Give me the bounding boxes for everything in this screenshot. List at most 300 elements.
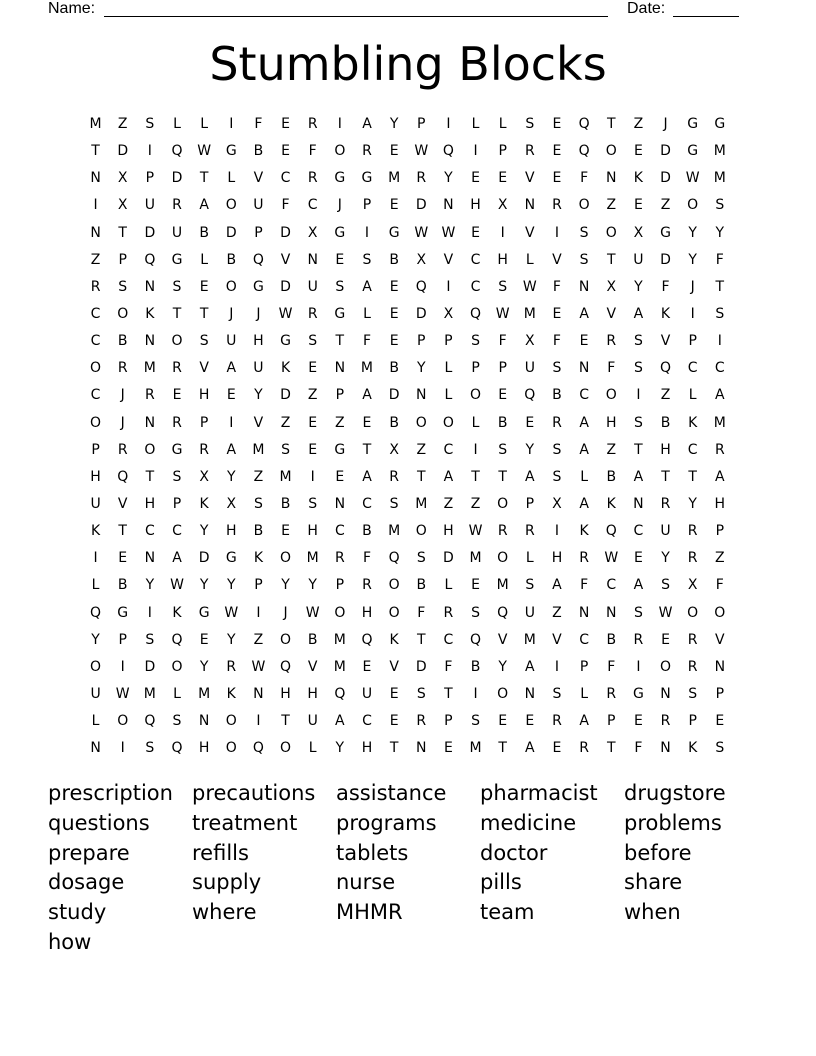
grid-letter: O <box>388 577 400 594</box>
grid-letter: M <box>89 116 102 132</box>
grid-letter: L <box>525 251 534 268</box>
grid-letter: Y <box>498 658 507 675</box>
grid-letter: L <box>444 387 453 404</box>
grid-letter: L <box>308 740 317 757</box>
grid-letter: I <box>554 523 560 540</box>
grid-letter: E <box>661 631 670 648</box>
grid-letter: V <box>389 658 399 675</box>
grid-letter: O <box>660 658 672 675</box>
grid-letter: G <box>714 116 726 132</box>
grid-letter: E <box>525 713 535 730</box>
grid-letter: N <box>144 278 156 295</box>
grid-letter: V <box>307 658 318 675</box>
grid-letter: I <box>229 414 234 431</box>
word-bank-item: share <box>624 870 683 895</box>
grid-letter: Y <box>715 224 725 241</box>
grid-letter: S <box>579 224 589 241</box>
grid-letter: I <box>147 143 152 160</box>
grid-letter: N <box>334 495 346 512</box>
grid-letter: Q <box>361 631 373 648</box>
grid-letter: B <box>253 143 264 160</box>
grid-letter: M <box>143 685 156 702</box>
grid-letter: P <box>715 523 725 540</box>
grid-letter: R <box>362 143 372 160</box>
grid-letter: J <box>663 116 668 132</box>
grid-letter: Z <box>660 197 671 214</box>
grid-letter: H <box>253 333 264 350</box>
grid-letter: A <box>362 278 372 295</box>
grid-letter: F <box>498 333 507 350</box>
grid-letter: X <box>226 495 237 512</box>
grid-letter: R <box>714 441 725 458</box>
grid-letter: J <box>229 305 234 322</box>
grid-letter: P <box>417 333 426 350</box>
grid-letter: G <box>334 305 346 322</box>
grid-letter: N <box>606 604 617 621</box>
grid-letter: A <box>715 387 725 404</box>
grid-letter: O <box>388 604 400 621</box>
word-bank-item: how <box>48 929 92 954</box>
grid-letter: C <box>606 577 617 594</box>
grid-letter: B <box>253 523 264 540</box>
grid-letter: Y <box>335 740 345 757</box>
grid-letter: Y <box>634 278 643 295</box>
grid-letter: G <box>280 333 291 350</box>
grid-letter: O <box>497 495 509 512</box>
grid-letter: R <box>687 523 698 540</box>
grid-letter: T <box>444 685 453 702</box>
grid-letter: C <box>334 523 345 540</box>
grid-letter: O <box>605 387 617 404</box>
grid-letter: R <box>307 116 318 132</box>
grid-letter: I <box>473 143 478 160</box>
grid-letter: R <box>687 631 698 648</box>
grid-letter: O <box>280 740 292 757</box>
grid-letter: E <box>552 740 562 757</box>
grid-letter: F <box>254 116 263 132</box>
grid-letter: I <box>93 197 98 214</box>
grid-letter: X <box>687 577 698 594</box>
grid-letter: F <box>281 197 290 214</box>
grid-letter: H <box>90 468 101 485</box>
grid-letter: I <box>256 604 261 621</box>
grid-letter: F <box>634 740 643 757</box>
grid-letter: C <box>470 251 481 268</box>
grid-letter: P <box>254 224 263 241</box>
grid-letter: Q <box>605 523 617 540</box>
grid-letter: R <box>226 658 237 675</box>
grid-letter: O <box>117 713 129 730</box>
grid-letter: Q <box>442 143 454 160</box>
grid-letter: I <box>554 658 560 675</box>
grid-letter: N <box>416 387 427 404</box>
grid-letter: K <box>660 305 671 322</box>
grid-letter: B <box>470 658 481 675</box>
grid-letter: L <box>173 116 181 132</box>
grid-letter: X <box>416 251 427 268</box>
word-bank-item: precautions <box>192 781 316 805</box>
grid-letter: G <box>334 170 346 187</box>
grid-letter: P <box>444 713 453 730</box>
grid-letter: S <box>661 577 670 594</box>
grid-letter: J <box>120 387 125 404</box>
grid-letter: O <box>334 143 346 160</box>
grid-letter: Z <box>633 116 644 132</box>
grid-letter: M <box>713 143 726 160</box>
grid-letter: Y <box>525 441 535 458</box>
grid-letter: B <box>416 577 427 594</box>
grid-letter: L <box>525 550 534 567</box>
grid-letter: N <box>578 278 590 295</box>
grid-letter: A <box>525 658 535 675</box>
grid-letter: R <box>117 441 128 458</box>
grid-letter: Q <box>252 740 264 757</box>
grid-letter: E <box>362 414 372 431</box>
grid-letter: R <box>172 360 182 377</box>
grid-letter: S <box>498 441 508 458</box>
grid-letter: G <box>361 170 373 187</box>
grid-letter: S <box>552 685 562 702</box>
grid-letter: R <box>307 305 318 322</box>
word-bank-item: assistance <box>336 781 447 805</box>
grid-letter: B <box>199 224 209 241</box>
grid-letter: G <box>687 143 699 160</box>
word-bank-item: questions <box>48 810 150 835</box>
grid-letter: S <box>145 740 155 757</box>
grid-letter: E <box>471 170 480 187</box>
grid-letter: V <box>199 360 209 377</box>
word-bank-item: prepare <box>48 840 130 865</box>
grid-letter: S <box>688 685 698 702</box>
grid-letter: G <box>687 116 699 132</box>
grid-letter: A <box>199 197 209 214</box>
grid-letter: X <box>307 224 318 241</box>
grid-letter: A <box>633 577 644 594</box>
grid-letter: J <box>337 197 342 214</box>
grid-letter: R <box>362 577 372 594</box>
date-field-line[interactable] <box>673 0 739 17</box>
grid-letter: U <box>90 685 101 702</box>
grid-letter: K <box>633 170 643 187</box>
grid-letter: U <box>660 523 671 540</box>
grid-letter: P <box>607 713 616 730</box>
grid-letter: Y <box>254 387 263 404</box>
grid-letter: E <box>199 631 209 648</box>
grid-letter: E <box>389 197 399 214</box>
grid-letter: T <box>416 631 426 648</box>
grid-letter: G <box>117 604 129 621</box>
grid-letter: F <box>417 604 426 621</box>
grid-letter: B <box>552 387 562 404</box>
grid-letter: D <box>225 224 237 241</box>
grid-letter: D <box>117 143 129 160</box>
grid-letter: V <box>117 495 128 512</box>
grid-letter: Z <box>253 468 264 485</box>
grid-letter: W <box>278 305 293 322</box>
grid-letter: E <box>498 713 508 730</box>
word-bank-item: dosage <box>48 870 125 895</box>
grid-letter: V <box>552 251 562 268</box>
grid-letter: V <box>280 251 291 268</box>
word-bank-item: where <box>192 900 257 925</box>
grid-letter: S <box>471 333 480 350</box>
grid-letter: S <box>172 468 182 485</box>
grid-letter: S <box>172 713 182 730</box>
grid-letter: Y <box>688 224 697 241</box>
grid-letter: N <box>198 713 210 730</box>
grid-letter: O <box>171 658 183 675</box>
grid-letter: W <box>495 305 510 322</box>
grid-letter: M <box>713 414 726 431</box>
grid-letter: O <box>415 414 427 431</box>
grid-letter: E <box>389 278 399 295</box>
grid-letter: O <box>687 197 699 214</box>
grid-letter: R <box>524 143 535 160</box>
grid-letter: H <box>714 495 726 512</box>
grid-letter: P <box>417 116 426 132</box>
grid-letter: N <box>524 197 536 214</box>
grid-letter: S <box>172 278 182 295</box>
grid-letter: M <box>306 550 319 567</box>
grid-letter: Q <box>470 305 482 322</box>
grid-letter: O <box>605 224 617 241</box>
grid-letter: A <box>362 468 372 485</box>
grid-letter: W <box>441 224 456 241</box>
grid-letter: E <box>308 441 318 458</box>
grid-letter: T <box>91 143 100 160</box>
grid-letter: L <box>444 577 453 594</box>
grid-letter: I <box>690 305 695 322</box>
grid-letter: O <box>415 523 427 540</box>
grid-letter: M <box>333 658 346 675</box>
grid-letter: C <box>280 170 291 187</box>
grid-letter: O <box>714 604 726 621</box>
grid-letter: N <box>307 251 318 268</box>
grid-letter: S <box>633 604 643 621</box>
grid-letter: R <box>389 468 399 485</box>
grid-letter: B <box>389 414 399 431</box>
grid-letter: Y <box>416 360 426 377</box>
grid-letter: W <box>468 523 483 540</box>
grid-letter: E <box>308 414 318 431</box>
grid-letter: E <box>498 170 508 187</box>
grid-letter: O <box>470 387 482 404</box>
grid-letter: L <box>363 305 371 322</box>
grid-letter: C <box>687 360 698 377</box>
word-bank-item: tablets <box>336 840 409 865</box>
grid-letter: O <box>442 414 454 431</box>
grid-letter: R <box>90 278 101 295</box>
name-field-line[interactable] <box>104 0 608 17</box>
grid-letter: B <box>117 577 128 594</box>
grid-letter: N <box>660 740 671 757</box>
grid-letter: R <box>144 387 155 404</box>
grid-letter: Q <box>90 604 102 621</box>
grid-letter: W <box>414 143 429 160</box>
grid-letter: M <box>143 360 156 377</box>
grid-letter: O <box>90 658 102 675</box>
grid-letter: L <box>91 713 100 730</box>
grid-letter: S <box>525 116 535 132</box>
grid-letter: P <box>199 414 209 431</box>
grid-letter: E <box>471 577 480 594</box>
grid-letter: V <box>525 170 535 187</box>
grid-letter: E <box>118 550 128 567</box>
grid-letter: O <box>497 550 509 567</box>
grid-letter: M <box>360 360 374 377</box>
grid-letter: L <box>498 116 507 132</box>
grid-letter: R <box>579 550 589 567</box>
grid-letter: P <box>715 685 725 702</box>
grid-letter: T <box>498 468 507 485</box>
grid-letter: P <box>145 170 155 187</box>
grid-letter: L <box>688 387 697 404</box>
grid-letter: P <box>688 333 697 350</box>
grid-letter: D <box>415 197 427 214</box>
word-bank-item: supply <box>192 870 262 895</box>
grid-letter: E <box>335 251 345 268</box>
grid-letter: H <box>443 523 454 540</box>
grid-letter: Y <box>688 251 697 268</box>
grid-letter: N <box>633 495 644 512</box>
grid-letter: I <box>473 685 478 702</box>
grid-letter: M <box>496 577 509 594</box>
grid-letter: R <box>660 495 671 512</box>
grid-letter: D <box>144 224 156 241</box>
word-bank-item: MHMR <box>336 900 403 925</box>
grid-letter: P <box>579 658 589 675</box>
grid-letter: O <box>578 197 590 214</box>
grid-letter: E <box>715 713 725 730</box>
word-bank-item: refills <box>192 840 249 865</box>
grid-letter: H <box>361 604 373 621</box>
grid-letter: R <box>633 631 644 648</box>
grid-letter: D <box>660 143 671 160</box>
grid-letter: W <box>170 577 184 594</box>
grid-letter: L <box>173 685 181 702</box>
grid-letter: D <box>144 658 156 675</box>
grid-letter: T <box>118 523 127 540</box>
grid-letter: X <box>552 495 562 512</box>
grid-letter: H <box>497 251 508 268</box>
grid-letter: T <box>172 305 182 322</box>
grid-letter: T <box>281 713 290 730</box>
grid-letter: I <box>636 658 641 675</box>
grid-letter: H <box>551 550 563 567</box>
grid-letter: M <box>252 441 265 458</box>
grid-letter: D <box>280 278 291 295</box>
grid-letter: V <box>253 414 264 431</box>
grid-letter: G <box>334 441 346 458</box>
grid-letter: P <box>335 577 345 594</box>
grid-letter: N <box>443 197 454 214</box>
grid-letter: Y <box>226 468 236 485</box>
grid-letter: S <box>416 685 426 702</box>
page-title: Stumbling Blocks <box>209 37 607 91</box>
grid-letter: G <box>171 251 183 268</box>
grid-letter: P <box>688 713 697 730</box>
grid-letter: O <box>225 713 237 730</box>
grid-letter: C <box>579 631 589 648</box>
grid-letter: K <box>226 685 236 702</box>
grid-letter: N <box>714 658 726 675</box>
grid-letter: E <box>226 387 236 404</box>
grid-letter: L <box>444 360 453 377</box>
grid-letter: Y <box>199 577 209 594</box>
grid-letter: T <box>688 468 697 485</box>
grid-letter: E <box>471 224 480 241</box>
grid-letter: P <box>498 360 507 377</box>
grid-letter: W <box>251 658 266 675</box>
grid-letter: B <box>280 495 291 512</box>
grid-letter: D <box>388 387 400 404</box>
grid-letter: G <box>632 685 644 702</box>
grid-letter: C <box>362 713 372 730</box>
grid-letter: X <box>389 441 399 458</box>
grid-letter: T <box>145 468 155 485</box>
grid-letter: S <box>552 360 562 377</box>
grid-letter: S <box>552 441 562 458</box>
grid-letter: A <box>579 713 589 730</box>
grid-letter: Q <box>415 278 427 295</box>
grid-letter: W <box>305 604 320 621</box>
grid-letter: I <box>229 116 234 132</box>
grid-letter: N <box>334 360 346 377</box>
grid-letter: N <box>606 170 617 187</box>
grid-letter: V <box>606 305 617 322</box>
word-bank-item: prescription <box>48 781 173 805</box>
grid-letter: S <box>145 116 155 132</box>
grid-letter: Z <box>660 387 671 404</box>
grid-letter: R <box>687 550 698 567</box>
grid-letter: F <box>715 577 724 594</box>
grid-letter: B <box>389 360 399 377</box>
grid-letter: P <box>118 631 127 648</box>
grid-letter: X <box>117 197 128 214</box>
grid-letter: W <box>197 143 212 160</box>
grid-letter: I <box>446 116 451 132</box>
grid-letter: Q <box>497 604 509 621</box>
grid-letter: I <box>337 116 342 132</box>
grid-letter: B <box>497 414 508 431</box>
grid-letter: O <box>117 305 129 322</box>
grid-letter: W <box>604 550 619 567</box>
grid-letter: A <box>633 305 644 322</box>
grid-letter: H <box>307 685 318 702</box>
grid-letter: N <box>90 740 101 757</box>
grid-letter: S <box>579 251 589 268</box>
grid-letter: C <box>687 441 698 458</box>
grid-letter: R <box>524 523 535 540</box>
grid-letter: Y <box>389 116 399 132</box>
grid-letter: K <box>90 523 101 540</box>
word-bank-item: study <box>48 900 107 925</box>
grid-letter: A <box>579 305 589 322</box>
grid-letter: O <box>225 740 237 757</box>
grid-letter: M <box>469 550 482 567</box>
grid-letter: Y <box>444 170 453 187</box>
grid-letter: N <box>660 685 671 702</box>
grid-letter: K <box>688 740 698 757</box>
grid-letter: S <box>525 577 535 594</box>
grid-letter: T <box>471 468 480 485</box>
grid-letter: I <box>310 468 315 485</box>
grid-letter: Z <box>606 197 617 214</box>
grid-letter: O <box>144 441 156 458</box>
grid-letter: Z <box>90 251 101 268</box>
grid-letter: Z <box>606 441 617 458</box>
grid-letter: V <box>253 170 264 187</box>
